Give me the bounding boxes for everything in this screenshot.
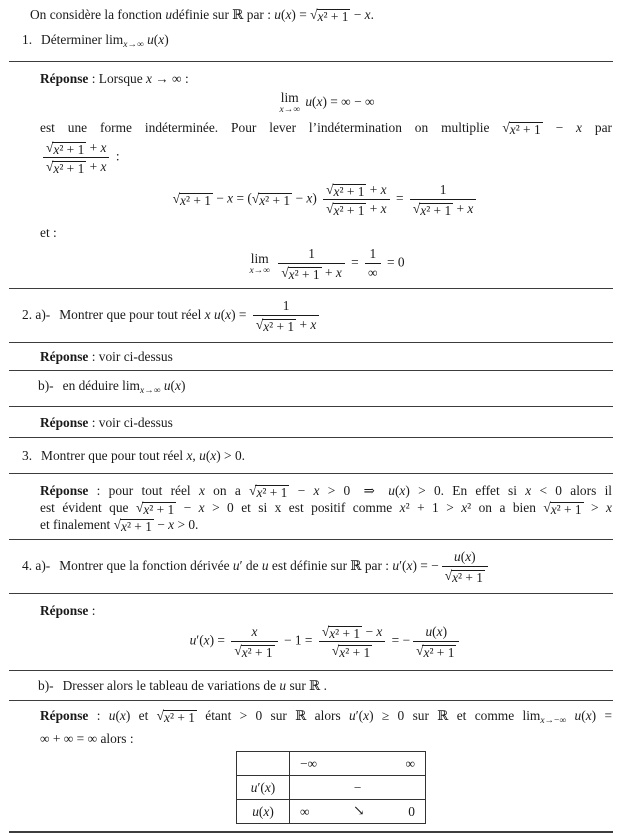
question-2a-text: Montrer que pour tout réel x u(x) = $\frac{1}{\text{√x² + 1 + x}}$ (59, 307, 322, 322)
display-formula-main: √x² + 1 − x = (√x² + 1 − x) $\frac{\text{√x² + 1 + x}}{\text{√x² + 1 + x}}$ = $\frac{1}{\text{√x² + 1 + x}}$ (40, 182, 612, 217)
response-3 (0, 474, 622, 539)
reponse-label: Réponse (40, 415, 89, 430)
et-line: et : (40, 225, 57, 240)
response-2b-text: : voir ci-dessus (88, 415, 173, 430)
question-4a (0, 540, 622, 593)
response-4a-intro-text: : (88, 603, 96, 618)
display-formula-limit2: lim x→∞ $\frac{1}{\text{√x² + 1 + x}}$ = 1 ∞ = 0 (249, 246, 405, 282)
reponse-label: Réponse (40, 349, 89, 364)
response-3-line1 (40, 482, 612, 499)
reponse-label: Réponse (40, 708, 89, 723)
response-4b (0, 701, 622, 831)
response-3-line1-text: : pour tout réel x on a √x² + 1 − x > 0 ⇒ u(x) > 0. En effet si x < 0 alors il (88, 483, 613, 500)
table-header-values (290, 752, 425, 775)
table-value-infinity: ∞ (300, 804, 310, 819)
question-2b-marker: b)- (38, 378, 54, 393)
table-value-zero: 0 (408, 804, 415, 819)
intro-line: On considère la fonction udéfinie sur ℝ par : u(x) = √x² + 1 − x. (30, 7, 374, 24)
reponse-label: Réponse (40, 71, 89, 86)
question-3-text: Montrer que pour tout réel x, u(x) > 0. (41, 448, 245, 463)
response-3-line3: et finalement √x² + 1 − x > 0. (40, 517, 199, 534)
reponse-label: Réponse (40, 603, 89, 618)
table-sign-minus: − (353, 780, 362, 795)
question-3 (0, 438, 622, 473)
response-4b-line1 (40, 707, 612, 730)
question-1-marker: 1. (22, 32, 33, 47)
table-neg-infinity: −∞ (300, 756, 318, 771)
paragraph-indeterminate-line2: $\frac{\text{√x² + 1 + x}}{\text{√x² + 1 + x}}$ : (40, 140, 612, 175)
table-corner-cell (237, 752, 290, 775)
question-2b-text: en déduire $\lim_{x\to\infty} u(x)$ (62, 378, 186, 396)
question-1-text: Déterminer $\lim_{x\to\infty} u(x)$ (41, 32, 169, 50)
display-formula-limit: lim x→∞ u(x) = ∞ − ∞ (279, 90, 375, 115)
decreasing-arrow-icon: ↘ (353, 804, 365, 819)
display-formula-derivative: u′(x) = $\frac{x}{\text{√x² + 1}}$ − 1 = $\frac{\text{√x² + 1 − x}}{\text{√x² + 1}}$ = − $\frac{u(x)}{\text{√x² + 1}}$ (40, 624, 612, 659)
question-2b (0, 371, 622, 406)
question-1 (0, 23, 622, 61)
question-4a-text: Montrer que la fonction dérivée u′ de u est définie sur ℝ par : u′(x) = − $\frac{u(x)}{\text{√x² + 1}}$ (59, 558, 491, 573)
response-1-intro (40, 70, 612, 87)
table-header-row (237, 752, 425, 775)
question-4b-marker: b)- (38, 678, 54, 693)
response-2a-text: : voir ci-dessus (88, 349, 173, 364)
question-4b-text: Dresser alors le tableau de variations de u sur ℝ . (62, 678, 327, 693)
response-2a (0, 343, 622, 370)
response-1-intro-text: : Lorsque x → ∞ : (88, 71, 189, 86)
table-row-uprime-head: u′(x) (237, 776, 290, 799)
variation-table (236, 751, 426, 824)
table-row-uprime (237, 775, 425, 799)
table-pos-infinity: ∞ (405, 756, 415, 771)
paragraph-indeterminate-line1: est une forme indéterminée. Pour lever l’indétermination on multiplie √x² + 1 − x par (40, 120, 612, 137)
reponse-label: Réponse (40, 483, 89, 498)
question-4a-marker: 4. a)- (22, 557, 51, 573)
table-row-u-head: u(x) (237, 800, 290, 823)
table-row-uprime-values (290, 776, 425, 799)
response-3-line2: est évident que √x² + 1 − x > 0 et si x est positif comme x² + 1 > x² on a bien √x² + 1 > x (40, 500, 612, 517)
response-4a-intro (40, 602, 612, 619)
table-row-u-values (290, 800, 425, 823)
response-1 (0, 62, 622, 288)
table-row-u (237, 799, 425, 823)
question-2a-marker: 2. a)- (22, 306, 51, 322)
question-2a (0, 289, 622, 342)
question-3-marker: 3. (22, 448, 33, 463)
question-4b (0, 671, 622, 700)
response-2b (0, 407, 622, 437)
response-4b-line2: ∞ + ∞ = ∞ alors : (40, 731, 134, 746)
response-4a (0, 594, 622, 670)
response-4b-line1-text: : u(x) et √x² + 1 étant > 0 sur ℝ alors u′(x) ≥ 0 sur ℝ et comme $\lim_{x\to-\infty} u(x)$ = (88, 708, 612, 726)
